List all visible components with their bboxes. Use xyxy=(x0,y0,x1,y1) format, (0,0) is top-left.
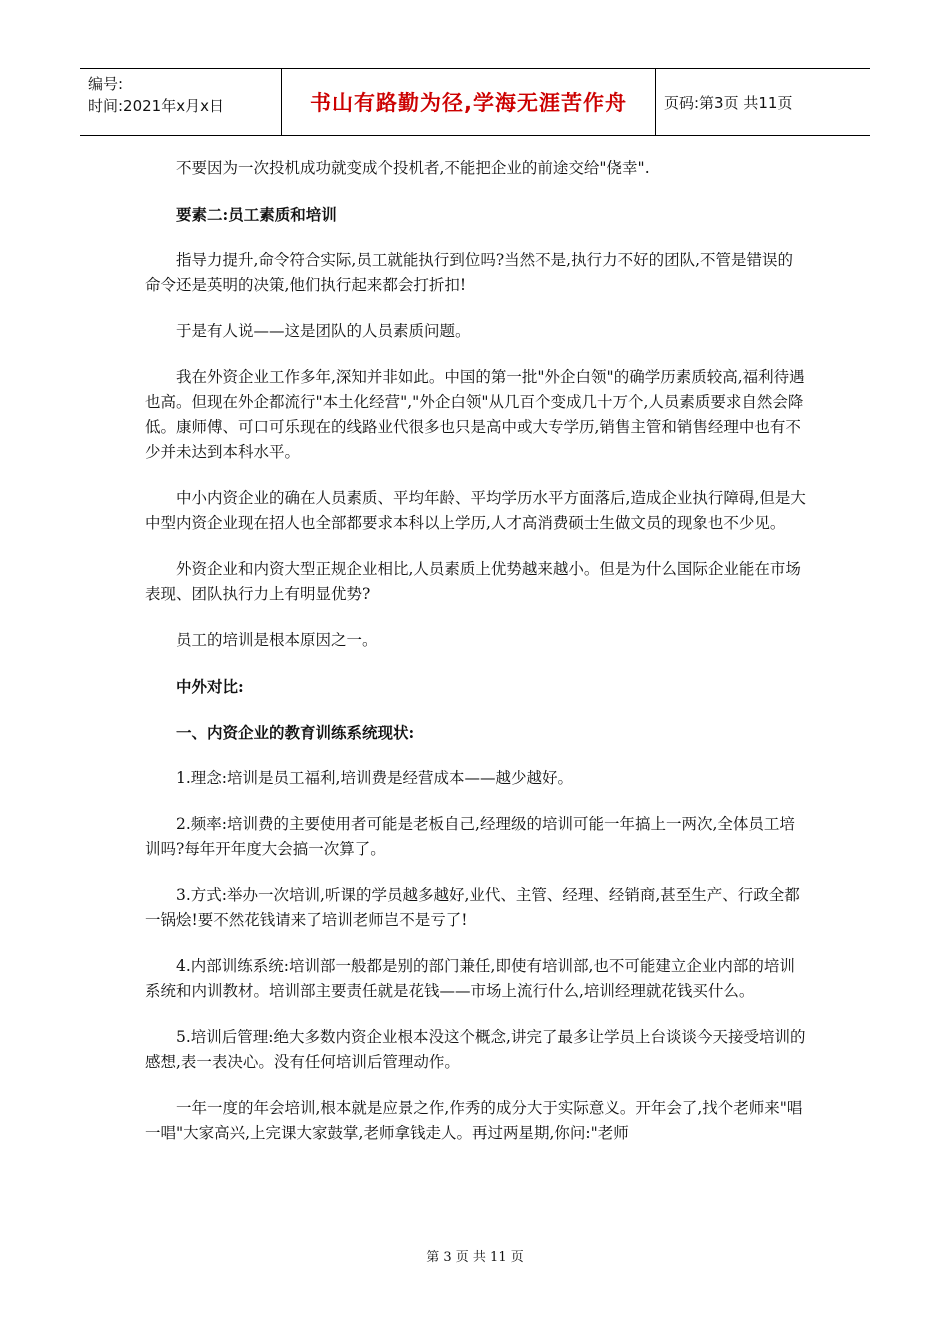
paragraph: 不要因为一次投机成功就变成个投机者,不能把企业的前途交给"侥幸". xyxy=(176,159,650,177)
paragraph: 员工的培训是根本原因之一。 xyxy=(176,631,378,649)
document-time-label: 时间:2021年x月x日 xyxy=(88,97,224,115)
paragraph: 外资企业和内资大型正规企业相比,人员素质上优势越来越小。但是为什么国际企业能在市场表现、团队执行力上有明显优势? xyxy=(145,560,801,603)
list-paragraph: 4.内部训练系统:培训部一般都是别的部门兼任,即使有培训部,也不可能建立企业内部的培训系统和内训教材。培训部主要责任就是花钱——市场上流行什么,培训经理就花钱买什么。 xyxy=(145,957,795,1000)
header-motto: 书山有路勤为径,学海无涯苦作舟 xyxy=(282,69,656,135)
document-number-label: 编号: xyxy=(88,75,124,93)
document-header xyxy=(80,68,870,136)
document-body xyxy=(145,156,807,1167)
paragraph: 我在外资企业工作多年,深知并非如此。中国的第一批"外企白领"的确学历素质较高,福利待遇也高。但现在外企都流行"本土化经营","外企白领"从几百个变成几十万个,人员素质要求自然会降低。康师傅、可口可乐现在的线路业代很多也只是高中或大专学历,销售主管和销售经理中也有不少并未达到本科水平。 xyxy=(145,368,805,461)
paragraph: 于是有人说——这是团队的人员素质问题。 xyxy=(176,322,471,340)
page-footer: 第 3 页 共 11 页 xyxy=(426,1250,524,1265)
list-paragraph: 1.理念:培训是员工福利,培训费是经营成本——越少越好。 xyxy=(176,769,573,787)
section-heading: 要素二:员工素质和培训 xyxy=(176,205,337,224)
header-meta-cell xyxy=(80,69,282,135)
header-page-number: 页码:第3页 共11页 xyxy=(664,93,793,112)
section-heading: 一、内资企业的教育训练系统现状: xyxy=(176,723,415,742)
list-paragraph: 2.频率:培训费的主要使用者可能是老板自己,经理级的培训可能一年搞上一两次,全体员工培训吗?每年开年度大会搞一次算了。 xyxy=(145,815,795,858)
section-heading: 中外对比: xyxy=(176,677,244,696)
list-paragraph: 5.培训后管理:绝大多数内资企业根本没这个概念,讲完了最多让学员上台谈谈今天接受培训的感想,表一表决心。没有任何培训后管理动作。 xyxy=(145,1028,806,1071)
paragraph: 指导力提升,命令符合实际,员工就能执行到位吗?当然不是,执行力不好的团队,不管是错误的命令还是英明的决策,他们执行起来都会打折扣! xyxy=(145,251,794,294)
paragraph: 中小内资企业的确在人员素质、平均年龄、平均学历水平方面落后,造成企业执行障碍,但是大中型内资企业现在招人也全部都要求本科以上学历,人才高消费硕士生做文员的现象也不少见。 xyxy=(145,489,806,532)
paragraph: 一年一度的年会培训,根本就是应景之作,作秀的成分大于实际意义。开年会了,找个老师来"唱一唱"大家高兴,上完课大家鼓掌,老师拿钱走人。再过两星期,你问:"老师 xyxy=(145,1099,803,1142)
list-paragraph: 3.方式:举办一次培训,听课的学员越多越好,业代、主管、经理、经销商,甚至生产、行政全都一锅烩!要不然花钱请来了培训老师岂不是亏了! xyxy=(145,886,800,929)
